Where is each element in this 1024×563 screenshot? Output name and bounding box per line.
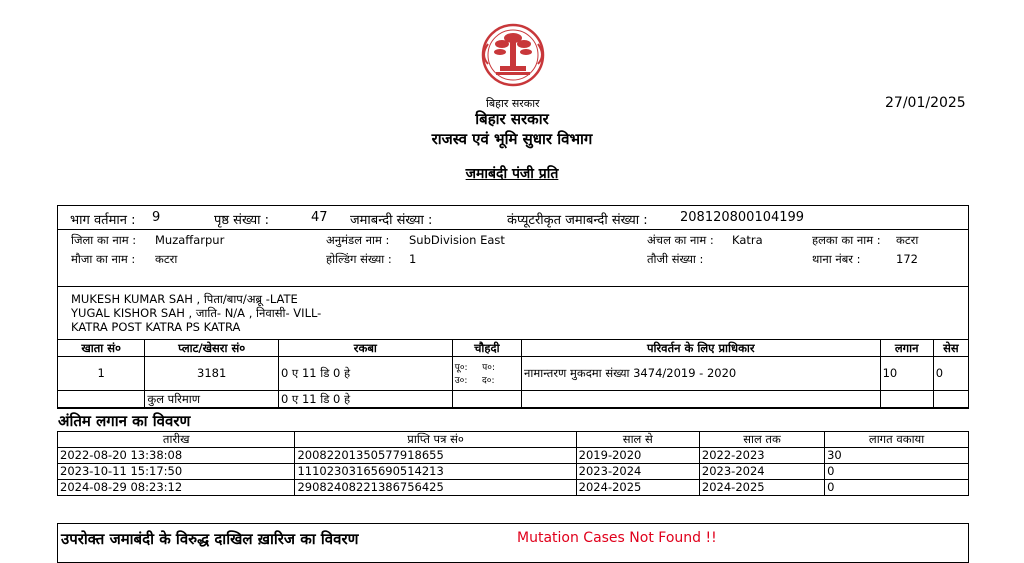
- thana-value: 172: [896, 252, 918, 266]
- rent-year-from: 2023-2024: [576, 464, 699, 480]
- col-year-to: साल तक: [699, 432, 824, 448]
- rent-receipt: 2008220135057791865​5: [295, 448, 576, 464]
- anchal-value: Katra: [732, 233, 763, 247]
- mutation-title: उपरोक्त जमाबंदी के विरुद्ध दाखिल ख़ारिज का विवरण: [61, 530, 359, 548]
- col-receipt: प्राप्ति पत्र सं०: [295, 432, 576, 448]
- chauhadi-north: पू०:: [454, 362, 468, 373]
- district-label: जिला का नाम :: [71, 233, 137, 247]
- anchal-label: अंचल का नाम :: [647, 233, 714, 247]
- col-authority: परिवर्तन के लिए प्राधिकार: [522, 340, 881, 357]
- total-value: 0 ए 11 डि 0 हे: [278, 391, 452, 408]
- table-row: [58, 464, 969, 480]
- owner-line-1: MUKESH KUMAR SAH , पिता/बाप/अब्रू -LATE: [71, 292, 298, 306]
- total-label: कुल परिमाण: [145, 391, 279, 408]
- rakba-value: 0 ए 11 डि 0 हे: [278, 357, 452, 391]
- table-row: [58, 480, 969, 496]
- rent-year-to: 2022-2023: [699, 448, 824, 464]
- rent-year-from: 2019-2020: [576, 448, 699, 464]
- computerized-value: 208120800104199: [680, 210, 805, 225]
- owner-line-3: KATRA POST KATRA PS KATRA: [71, 320, 241, 334]
- computerized-label: कंप्यूटरीकृत जमाबन्दी संख्या :: [507, 213, 648, 228]
- rent-due: 30: [825, 448, 969, 464]
- jamabandi-label: जमाबन्दी संख्या :: [350, 213, 433, 228]
- ses-value: 0: [933, 357, 968, 391]
- lagan-value: 10: [880, 357, 933, 391]
- rent-date: 2023-10-11 15:17:50: [58, 464, 295, 480]
- rent-receipt: 1110230316569051421​3: [295, 464, 576, 480]
- plot-table: [57, 339, 969, 408]
- col-due: लागत वकाया: [825, 432, 969, 448]
- halka-label: हलका का नाम :: [812, 233, 881, 247]
- col-lagan: लगान: [880, 340, 933, 357]
- bhag-label: भाग वर्तमान :: [70, 213, 136, 228]
- mutation-status: Mutation Cases Not Found !!: [517, 530, 717, 546]
- col-ses: सेस: [933, 340, 968, 357]
- table-row: [58, 448, 969, 464]
- bhag-value: 9: [152, 210, 161, 225]
- chauhadi-south: प०:: [482, 362, 495, 373]
- bihar-government-seal-icon: [470, 22, 556, 88]
- rent-receipt: 2908240822138675642​5: [295, 480, 576, 496]
- rent-section-title: अंतिम लगान का विवरण: [58, 412, 191, 430]
- table-row: [58, 391, 969, 408]
- plot-number: 3181: [145, 357, 279, 391]
- holding-value: 1: [409, 252, 417, 266]
- rent-year-to: 2024-2025: [699, 480, 824, 496]
- document-date: 27/01/2025: [885, 95, 966, 111]
- prishth-value: 47: [311, 210, 328, 225]
- department-name: राजस्व एवं भूमि सुधार विभाग: [431, 130, 593, 148]
- rent-due: 0: [825, 464, 969, 480]
- mauja-value: कटरा: [155, 252, 178, 266]
- col-khata: खाता सं०: [58, 340, 145, 357]
- table-row: [58, 357, 969, 391]
- col-plot: प्लाट/खेसरा सं०: [145, 340, 279, 357]
- prishth-label: पृष्ठ संख्या :: [214, 213, 269, 228]
- chauhadi-cell: [452, 357, 521, 391]
- col-date: तारीख: [58, 432, 295, 448]
- chauhadi-west: द०:: [481, 375, 495, 386]
- halka-value: कटरा: [896, 233, 919, 247]
- owner-line-2: YUGAL KISHOR SAH , जाति- N/A , निवासी- VILL-: [71, 306, 322, 320]
- district-value: Muzaffarpur: [155, 233, 225, 247]
- holding-label: होल्डिंग संख्या :: [326, 252, 392, 266]
- authority-value: नामान्तरण मुकदमा संख्या 3474/2019 - 2020: [522, 357, 881, 391]
- khata-number: 1: [58, 357, 145, 391]
- rent-due: 0: [825, 480, 969, 496]
- mauja-label: मौजा का नाम :: [71, 252, 136, 266]
- rent-date: 2024-08-29 08:23:12: [58, 480, 295, 496]
- chauhadi-east: उ०:: [454, 375, 468, 386]
- seal-caption: बिहार सरकार: [486, 97, 540, 110]
- rent-date: 2022-08-20 13:38:08: [58, 448, 295, 464]
- government-name: बिहार सरकार: [475, 110, 549, 128]
- thana-label: थाना नंबर :: [812, 252, 861, 266]
- col-year-from: साल से: [576, 432, 699, 448]
- col-rakba: रकबा: [278, 340, 452, 357]
- document-title: जमाबंदी पंजी प्रति: [465, 166, 559, 182]
- col-chauhadi: चौहदी: [452, 340, 521, 357]
- rent-year-to: 2023-2024: [699, 464, 824, 480]
- rent-table: [57, 431, 969, 496]
- subdivision-label: अनुमंडल नाम :: [326, 233, 390, 247]
- subdivision-value: SubDivision East: [409, 233, 505, 247]
- rent-year-from: 2024-2025: [576, 480, 699, 496]
- tauji-label: तौजी संख्या :: [647, 252, 704, 266]
